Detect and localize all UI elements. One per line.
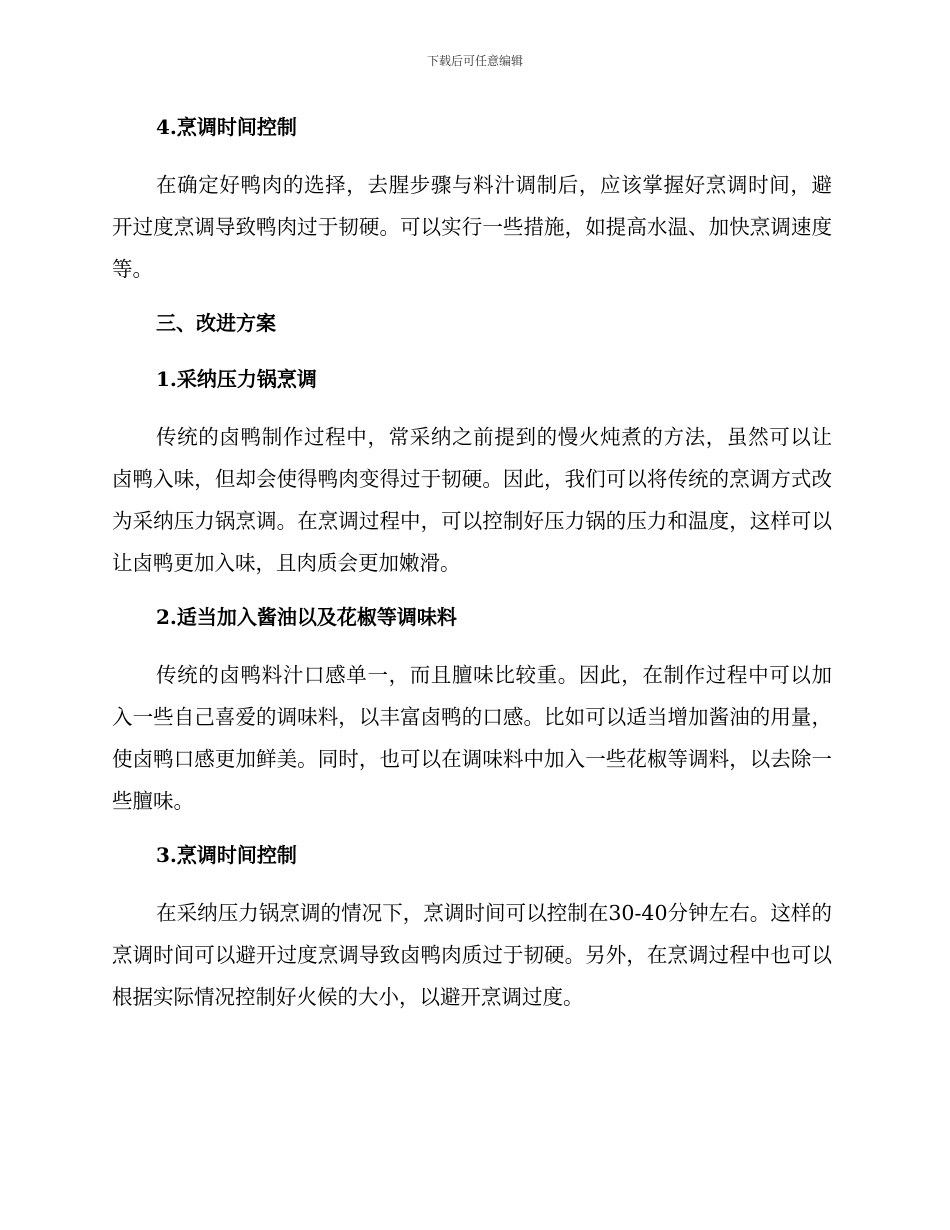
section-heading-seasoning: 2.适当加入酱油以及花椒等调味料 [156, 605, 457, 629]
section-heading-improvement-plan: 三、改进方案 [156, 311, 276, 335]
section-heading-cooking-time: 3.烹调时间控制 [156, 843, 297, 867]
page-header: 下载后可任意编辑 [426, 54, 523, 68]
section-heading-pressure-cooker: 1.采纳压力锅烹调 [156, 367, 317, 391]
section-heading-time-control: 4.烹调时间控制 [156, 115, 297, 139]
paragraph-pressure-cooker: 传统的卤鸭制作过程中，常采纳之前提到的慢火炖煮的方法，虽然可以让卤鸭入味，但却会使得鸭肉变得过于韧硬。因此，我们可以将传统的烹调方式改为采纳压力锅烹调。在烹调过程中，可以控制好压力锅的压力和温度，这样可以让卤鸭更加入味，且肉质会更加嫩滑。 [112, 425, 832, 575]
paragraph-seasoning: 传统的卤鸭料汁口感单一，而且膻味比较重。因此，在制作过程中可以加入一些自己喜爱的调味料，以丰富卤鸭的口感。比如可以适当增加酱油的用量，使卤鸭口感更加鲜美。同时，也可以在调味料中加入一些花椒等调料，以去除一些膻味。 [112, 663, 832, 813]
document-body [112, 108, 832, 1032]
paragraph-cooking-time: 在采纳压力锅烹调的情况下，烹调时间可以控制在30-40分钟左右。这样的烹调时间可以避开过度烹调导致卤鸭肉质过于韧硬。另外，在烹调过程中也可以根据实际情况控制好火候的大小，以避开烹调过度。 [112, 901, 832, 1009]
paragraph-time-control: 在确定好鸭肉的选择，去腥步骤与料汁调制后，应该掌握好烹调时间，避开过度烹调导致鸭肉过于韧硬。可以实行一些措施，如提高水温、加快烹调速度等。 [112, 173, 832, 281]
